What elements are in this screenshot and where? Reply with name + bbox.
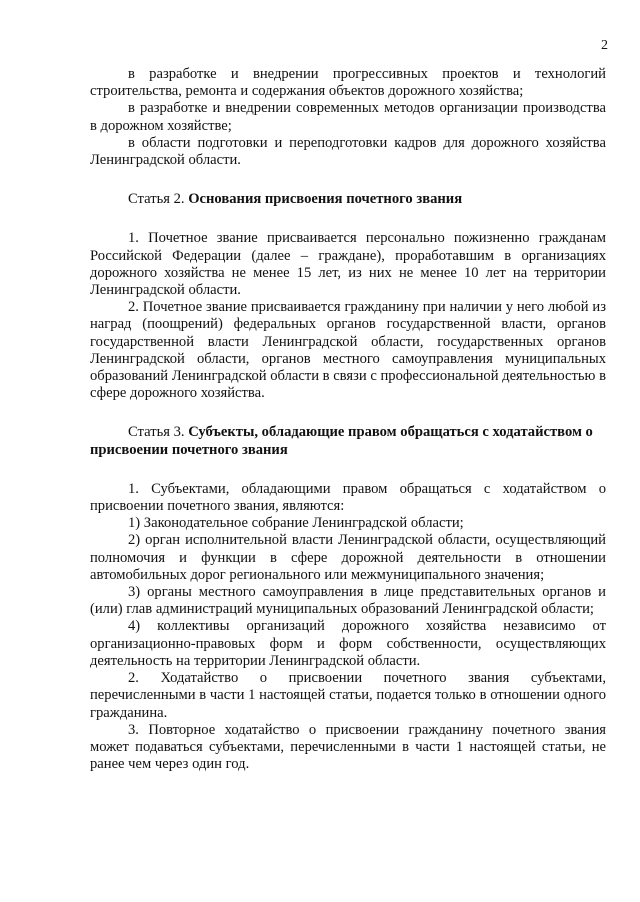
page-number: 2 bbox=[601, 38, 608, 53]
article-3-item-2: 2) орган исполнительной власти Ленинградской области, осуществляющий полномочия и функции в сфере дорожной деятельности в отношении автомобильных дорог регионального или межмуниципального значения; bbox=[90, 532, 606, 583]
intro-item-1: в разработке и внедрении прогрессивных проектов и технологий строительства, ремонта и содержания объектов дорожного хозяйства; bbox=[90, 66, 606, 100]
article-3-paragraph-2: 2. Ходатайство о присвоении почетного звания субъектами, перечисленными в части 1 настоящей статьи, подается только в отношении одного гражданина. bbox=[90, 670, 606, 721]
article-3-label: Статья 3. bbox=[128, 424, 189, 441]
article-3-title: Субъекты, обладающие правом обращаться с ходатайством о присвоении почетного звания bbox=[90, 424, 593, 458]
document-body bbox=[90, 66, 606, 773]
intro-item-3: в области подготовки и переподготовки кадров для дорожного хозяйства Ленинградской области. bbox=[90, 134, 606, 169]
article-3-paragraph-1: 1. Субъектами, обладающими правом обращаться с ходатайством о присвоении почетного звания, являются: bbox=[90, 480, 606, 515]
article-2-title: Основания присвоения почетного звания bbox=[188, 191, 463, 208]
article-2-label: Статья 2. bbox=[128, 191, 189, 208]
article-2-paragraph-2: 2. Почетное звание присваивается гражданину при наличии у него любой из наград (поощрений) федеральных органов государственной власти, органов государственной власти Ленинградской области, государственных органов Ленинградской области, органов местного самоуправления муниципальных образований Ленинградской области в связи с профессиональной деятельностью в сфере дорожного хозяйства. bbox=[90, 299, 606, 402]
intro-item-2: в разработке и внедрении современных методов организации производства в дорожном хозяйстве; bbox=[90, 100, 606, 134]
article-2-paragraph-1: 1. Почетное звание присваивается персонально пожизненно гражданам Российской Федерации (далее – граждане), проработавшим в организациях дорожного хозяйства не менее 15 лет, из них не менее 10 лет на территории Ленинградской области. bbox=[90, 230, 606, 299]
article-3-item-3: 3) органы местного самоуправления в лице представительных органов и (или) глав администраций муниципальных образований Ленинградской области; bbox=[90, 584, 606, 618]
article-3-item-4: 4) коллективы организаций дорожного хозяйства независимо от организационно-правовых форм и форм собственности, осуществляющих деятельность на территории Ленинградской области. bbox=[90, 618, 606, 669]
article-2-heading bbox=[90, 191, 606, 208]
article-3-paragraph-3: 3. Повторное ходатайство о присвоении гражданину почетного звания может подаваться субъектами, перечисленными в части 1 настоящей статьи, не ранее чем через один год. bbox=[90, 721, 606, 773]
article-3-heading bbox=[90, 424, 606, 458]
article-3-item-1: 1) Законодательное собрание Ленинградской области; bbox=[128, 515, 464, 532]
